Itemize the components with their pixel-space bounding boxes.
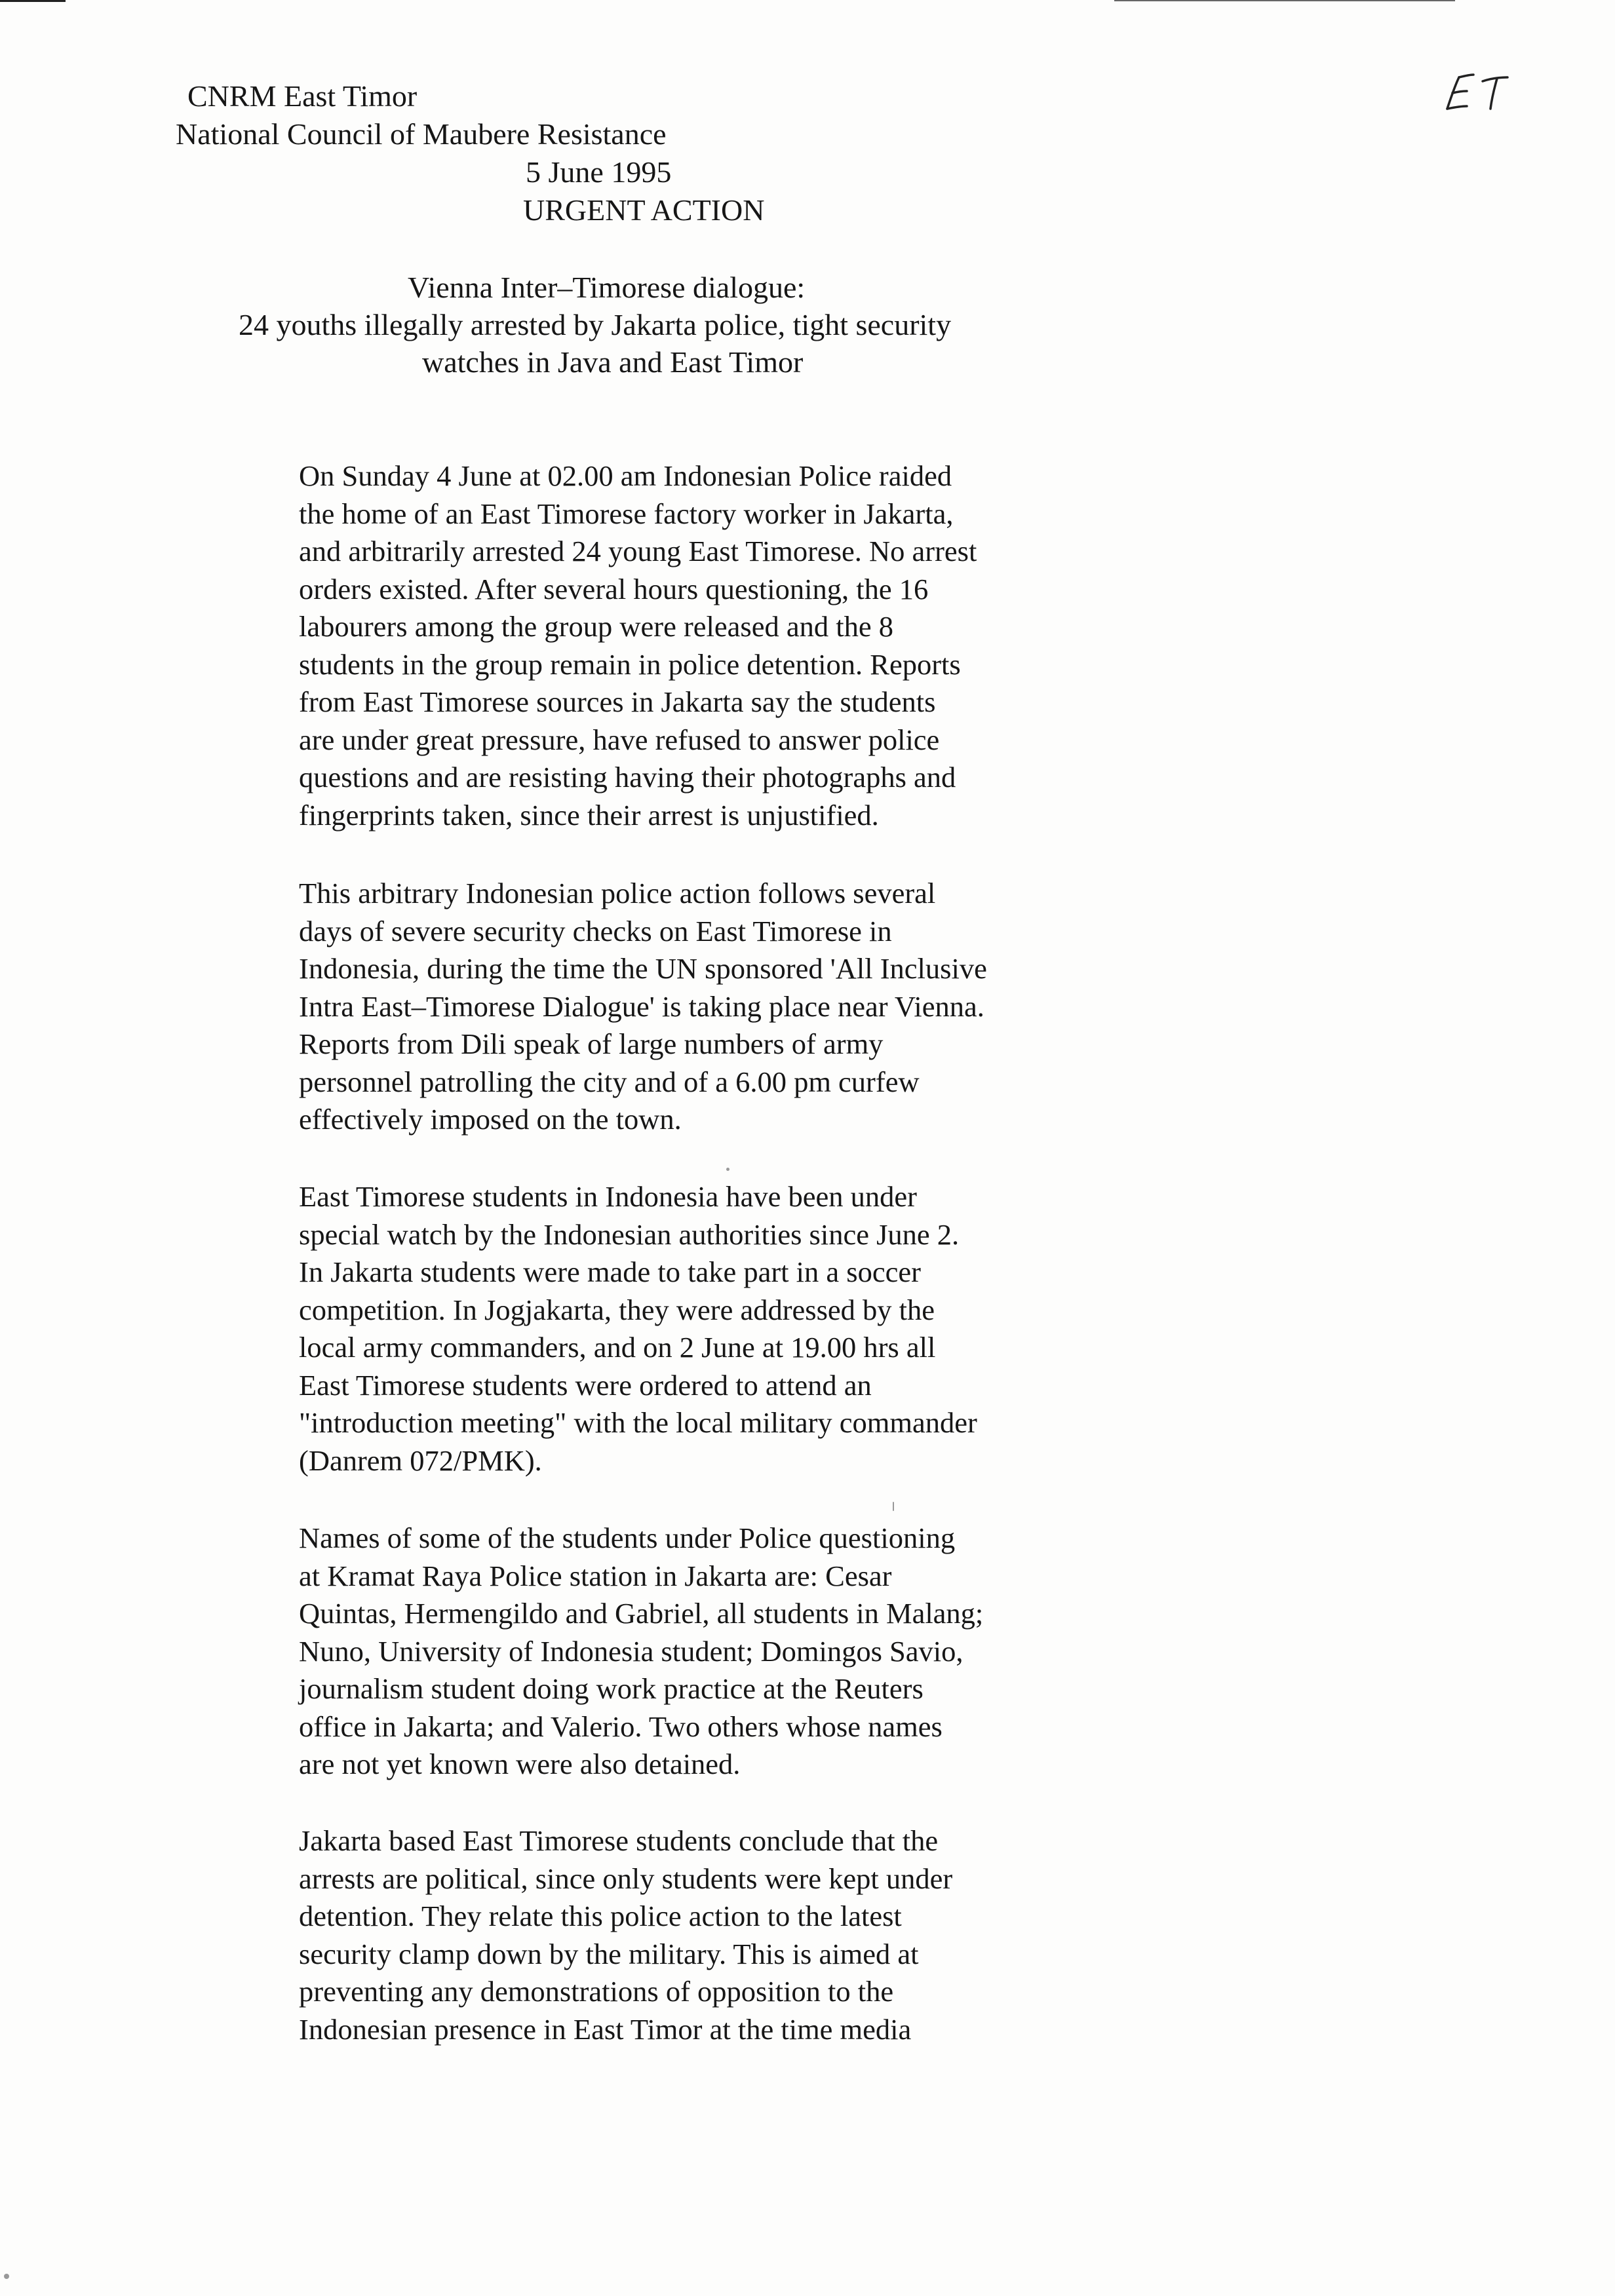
paragraph-line: from East Timorese sources in Jakarta say the students (299, 685, 936, 718)
org-name: CNRM East Timor (187, 79, 418, 113)
paragraph-line: (Danrem 072/PMK). (299, 1444, 542, 1477)
paragraph-line: office in Jakarta; and Valerio. Two others whose names (299, 1710, 943, 1743)
paragraph-line: personnel patrolling the city and of a 6.00 pm curfew (299, 1065, 920, 1098)
scan-speck (726, 1168, 730, 1171)
paragraph-line: detention. They relate this police action to the latest (299, 1900, 902, 1932)
paragraph-line: fingerprints taken, since their arrest is unjustified. (299, 798, 879, 832)
paragraph-line: questions and are resisting having their photographs and (299, 761, 956, 794)
scan-edge-line (1114, 0, 1455, 1)
paragraph-line: East Timorese students in Indonesia have been under (299, 1180, 917, 1213)
handwritten-et-annotation (1439, 66, 1518, 118)
scan-edge-mark (0, 0, 66, 2)
paragraph-line: effectively imposed on the town. (299, 1103, 682, 1136)
body-paragraph-1 (299, 457, 1125, 834)
body-paragraph-2 (299, 875, 1125, 1139)
paragraph-line: East Timorese students were ordered to attend an (299, 1368, 872, 1402)
paragraph-line: are not yet known were also detained. (299, 1748, 741, 1780)
paragraph-line: labourers among the group were released and the 8 (299, 610, 893, 643)
paragraph-line: "introduction meeting" with the local military commander (299, 1406, 977, 1439)
headline-line-2: 24 youths illegally arrested by Jakarta police, tight security (239, 308, 952, 341)
paragraph-line: This arbitrary Indonesian police action follows several (299, 877, 936, 909)
scan-speck (893, 1502, 894, 1511)
paragraph-line: Indonesia, during the time the UN sponsored 'All Inclusive (299, 952, 987, 985)
paragraph-line: and arbitrarily arrested 24 young East Timorese. No arrest (299, 535, 977, 567)
paragraph-line: the home of an East Timorese factory worker in Jakarta, (299, 497, 954, 530)
paragraph-line: competition. In Jogjakarta, they were addressed by the (299, 1293, 935, 1326)
headline-line-3: watches in Java and East Timor (422, 345, 804, 379)
body-paragraph-5 (299, 1822, 1125, 2048)
headline-line-1: Vienna Inter–Timorese dialogue: (408, 271, 806, 304)
urgent-action-label: URGENT ACTION (523, 193, 765, 227)
paragraph-line: Reports from Dili speak of large numbers of army (299, 1027, 884, 1060)
org-full-name: National Council of Maubere Resistance (176, 117, 667, 151)
paragraph-line: Intra East–Timorese Dialogue' is taking place near Vienna. (299, 989, 984, 1023)
paragraph-line: arrests are political, since only students were kept under (299, 1862, 953, 1895)
paragraph-line: preventing any demonstrations of opposition to the (299, 1975, 894, 2008)
paragraph-line: Names of some of the students under Police questioning (299, 1521, 956, 1554)
body-paragraph-4 (299, 1520, 1125, 1784)
paragraph-line: special watch by the Indonesian authorities since June 2. (299, 1217, 960, 1251)
paragraph-line: local army commanders, and on 2 June at 19.00 hrs all (299, 1331, 936, 1364)
paragraph-line: Quintas, Hermengildo and Gabriel, all students in Malang; (299, 1597, 984, 1630)
paragraph-line: days of severe security checks on East Timorese in (299, 914, 892, 947)
scan-speck (4, 2274, 9, 2279)
paragraph-line: security clamp down by the military. This is aimed at (299, 1937, 919, 1970)
paragraph-line: On Sunday 4 June at 02.00 am Indonesian Police raided (299, 459, 952, 492)
body-paragraph-3 (299, 1178, 1125, 1480)
paragraph-line: Jakarta based East Timorese students conclude that the (299, 1824, 939, 1857)
document-date: 5 June 1995 (526, 155, 672, 189)
paragraph-line: Nuno, University of Indonesia student; Domingos Savio, (299, 1634, 963, 1668)
paragraph-line: In Jakarta students were made to take part in a soccer (299, 1255, 921, 1288)
paragraph-line: at Kramat Raya Police station in Jakarta are: Cesar (299, 1559, 892, 1592)
paragraph-line: journalism student doing work practice at the Reuters (299, 1672, 924, 1705)
paragraph-line: students in the group remain in police detention. Reports (299, 647, 961, 681)
paragraph-line: Indonesian presence in East Timor at the time media (299, 2012, 912, 2046)
paragraph-line: orders existed. After several hours questioning, the 16 (299, 572, 929, 605)
paragraph-line: are under great pressure, have refused to answer police (299, 723, 940, 756)
